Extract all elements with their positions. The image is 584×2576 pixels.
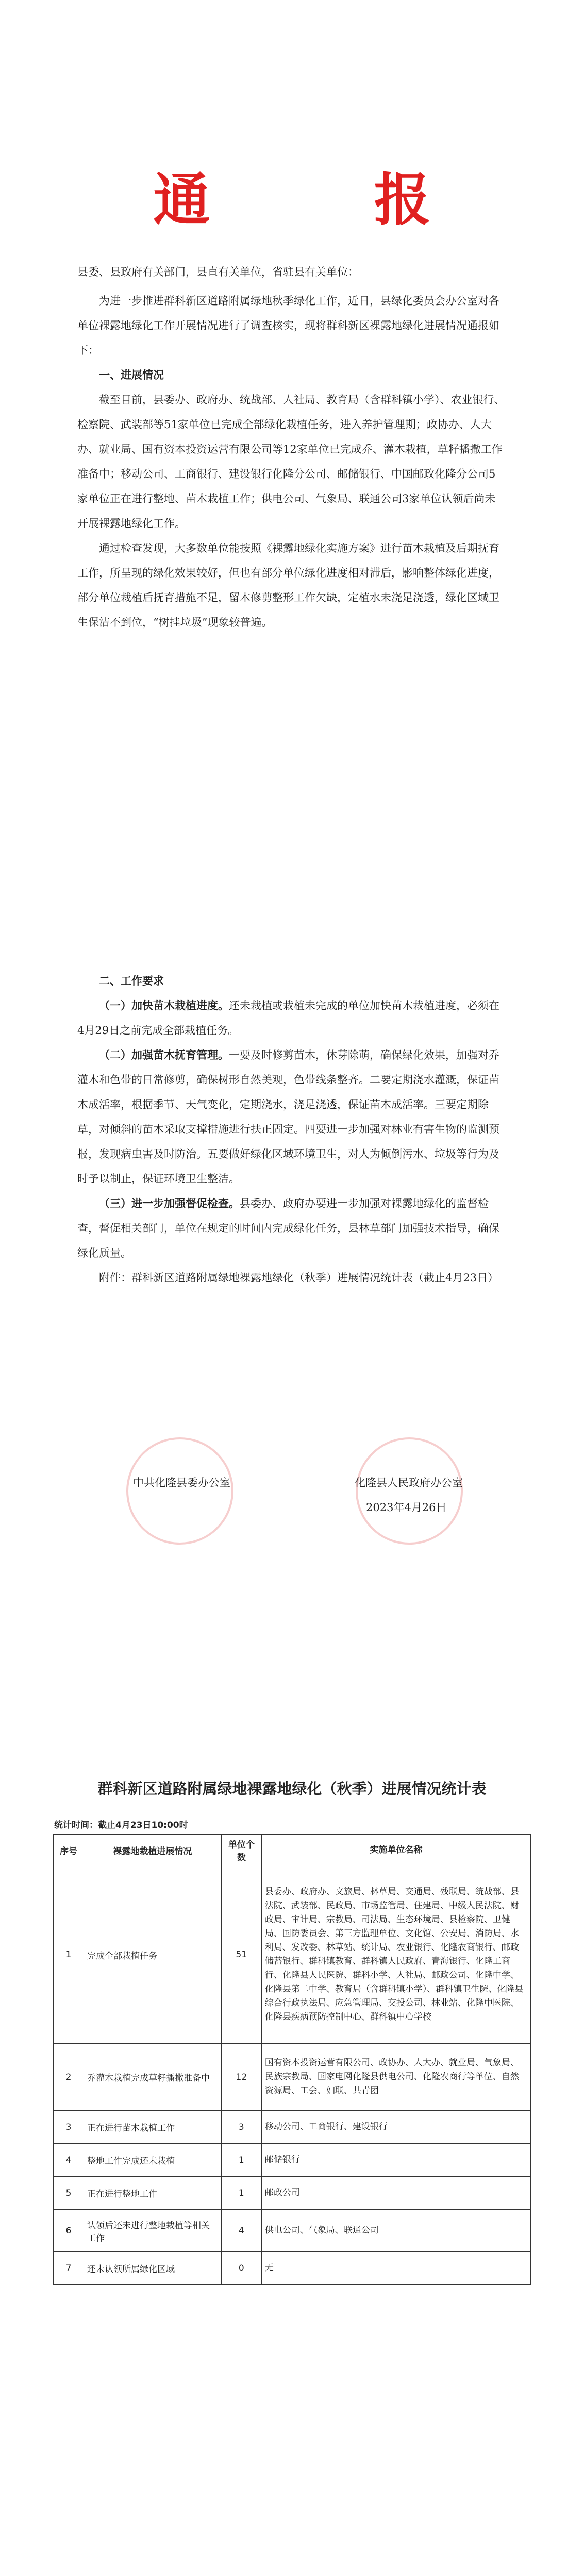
header-count: 单位个数 [221, 1835, 261, 1866]
header-no: 序号 [54, 1835, 84, 1866]
requirement-3-text: 县委办、政府办要进一步加强对裸露地绿化的监督检查，督促相关部门，单位在规定的时间内完成绿化任务，县林草部门加强技术指导，确保绿化质量。 [77, 1197, 499, 1259]
row-count: 51 [221, 1866, 261, 2044]
row-units: 县委办、政府办、文旅局、林草局、交通局、残联局、统战部、县法院、武装部、民政局、市场监管局、住建局、中级人民法院、财政局、审计局、宗教局、司法局、生态环境局、县检察院、卫健局、国防委员会、第三方监理单位、文化馆、公安局、消防局、水利局、发改委、林草站、统计局、农业银行、化隆农商银行、邮政储蓄银行、群科镇教育、群科镇人民政府、青海银行、化隆工商行、化隆县人民医院、群科小学、人社局、邮政公司、化隆中学、化隆县第二中学、教育局（含群科镇小学）、群科镇卫生院、化隆县综合行政执法局、应急管理局、交投公司、林业站、化隆中医院、化隆县疾病预防控制中心、群科镇中心学校 [261, 1866, 530, 2044]
row-status: 乔灌木栽植完成草籽播撒准备中 [84, 2044, 222, 2111]
stat-time: 统计时间：截止4月23日10:00时 [54, 1820, 188, 1831]
signature-right-org: 化隆县人民政府办公室 [355, 1477, 463, 1489]
row-count: 12 [221, 2044, 261, 2111]
row-units: 无 [261, 2252, 530, 2285]
requirement-1-lead: （一）加快苗木栽植进度。 [99, 999, 229, 1012]
table-row [54, 2210, 531, 2252]
table-header-row [54, 1835, 531, 1866]
notice-body [77, 289, 505, 635]
row-units: 供电公司、气象局、联通公司 [261, 2210, 530, 2252]
requirement-1 [77, 993, 505, 1043]
row-units: 移动公司、工商银行、建设银行 [261, 2111, 530, 2144]
sheet-title: 群科新区道路附属绿地裸露地绿化（秋季）进展情况统计表 [97, 1780, 487, 1798]
row-status: 整地工作完成还未栽植 [84, 2144, 222, 2177]
requirement-2-text: 一要及时修剪苗木，休芽除萌，确保绿化效果，加强对乔灌木和色带的日常修剪，确保树形自然美观，色带线条整齐。二要定期浇水灌溉，保证苗木成活率，根据季节、天气变化，定期浇水，浇足浇透，保证苗木成活率。三要定期除草，对倾斜的苗木采取支撑措施进行扶正固定。四要进一步加强对林业有害生物的监测预报，发现病虫害及时防治。五要做好绿化区域环境卫生，对人为倾倒污水、垃圾等行为及时予以制止，保证环境卫生整洁。 [77, 1049, 499, 1185]
intro-paragraph: 为进一步推进群科新区道路附属绿地秋季绿化工作，近日，县绿化委员会办公室对各单位裸露地绿化工作开展情况进行了调查核实，现将群科新区裸露地绿化进展情况通报如下： [77, 295, 499, 357]
row-no: 1 [54, 1866, 84, 2044]
row-count: 4 [221, 2210, 261, 2252]
salutation: 县委、县政府有关部门，县直有关单位，省驻县有关单位： [77, 266, 359, 278]
signature-left-org: 中共化隆县委办公室 [133, 1477, 230, 1489]
row-count: 0 [221, 2252, 261, 2285]
requirement-1-text: 还未栽植或栽植未完成的单位加快苗木栽植进度，必须在4月29日之前完成全部栽植任务。 [77, 999, 499, 1037]
row-units: 国有资本投资运营有限公司、政协办、人大办、就业局、气象局、民族宗教局、国家电网化隆县供电公司、化隆农商行等单位、自然资源局、工会、妇联、共青团 [261, 2044, 530, 2111]
row-no: 2 [54, 2044, 84, 2111]
official-seal-left [126, 1437, 233, 1545]
row-units: 邮储银行 [261, 2144, 530, 2177]
row-count: 3 [221, 2111, 261, 2144]
table-row [54, 2252, 531, 2285]
row-no: 4 [54, 2144, 84, 2177]
requirement-2 [77, 1043, 505, 1191]
table-row [54, 2144, 531, 2177]
row-status: 正在进行整地工作 [84, 2177, 222, 2210]
table-row [54, 2177, 531, 2210]
row-no: 6 [54, 2210, 84, 2252]
table-row [54, 2044, 531, 2111]
table-row [54, 2111, 531, 2144]
notice-body-requirements [77, 969, 505, 1290]
row-status: 完成全部栽植任务 [84, 1866, 222, 2044]
row-units: 邮政公司 [261, 2177, 530, 2210]
table-row [54, 1866, 531, 2044]
row-no: 5 [54, 2177, 84, 2210]
signature-date: 2023年4月26日 [366, 1501, 447, 1514]
row-status: 正在进行苗木栽植工作 [84, 2111, 222, 2144]
attachment-note: 附件：群科新区道路附属绿地裸露地绿化（秋季）进展情况统计表（截止4月23日） [99, 1272, 499, 1284]
official-seal-right [356, 1437, 463, 1545]
row-count: 1 [221, 2144, 261, 2177]
notice-title: 通 报 [153, 166, 503, 233]
progress-table [53, 1834, 531, 2285]
requirement-2-lead: （二）加强苗木抚育管理。 [99, 1048, 229, 1061]
row-status: 认领后还未进行整地栽植等相关工作 [84, 2210, 222, 2252]
section-heading-progress: 一、进展情况 [99, 368, 164, 381]
requirement-3 [77, 1191, 505, 1265]
header-status: 裸露地栽植进展情况 [84, 1835, 222, 1866]
row-status: 还未认领所属绿化区域 [84, 2252, 222, 2285]
row-count: 1 [221, 2177, 261, 2210]
header-units: 实施单位名称 [261, 1835, 530, 1866]
row-no: 7 [54, 2252, 84, 2285]
requirement-3-lead: （三）进一步加强督促检查。 [99, 1197, 240, 1210]
section-heading-requirements: 二、工作要求 [99, 974, 164, 987]
progress-paragraph: 截至目前，县委办、政府办、统战部、人社局、教育局（含群科镇小学）、农业银行、检察院、武装部等51家单位已完成全部绿化栽植任务，进入养护管理期；政协办、人大办、就业局、国有资本投资运营有限公司等12家单位已完成乔、灌木栽植，草籽播撒工作准备中；移动公司、工商银行、建设银行化隆分公司、邮储银行、中国邮政化隆分公司5家单位正在进行整地、苗木栽植工作；供电公司、气象局、联通公司3家单位认领后尚未开展裸露地绿化工作。 [77, 394, 505, 530]
inspection-paragraph: 通过检查发现，大多数单位能按照《裸露地绿化实施方案》进行苗木栽植及后期抚育工作，所呈现的绿化效果较好，但也有部分单位绿化进度相对滞后，影响整体绿化进度，部分单位栽植后抚育措施不足，留木修剪整形工作欠缺，定植水未浇足浇透，绿化区域卫生保洁不到位，“树挂垃圾”现象较普遍。 [77, 542, 499, 629]
row-no: 3 [54, 2111, 84, 2144]
